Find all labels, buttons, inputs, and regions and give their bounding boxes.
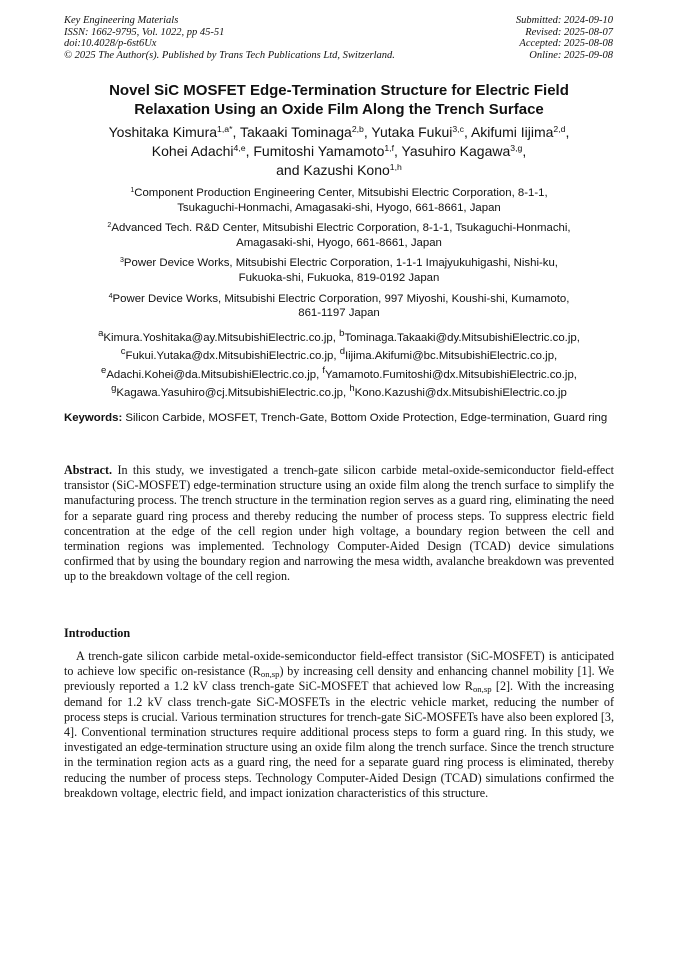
author-affil-mark: 1,a*	[217, 124, 233, 135]
author-name: Akifumi Iijima	[470, 124, 554, 140]
email-address[interactable]: Yamamoto.Fumitoshi@dx.MitsubishiElectric.co.jp	[325, 368, 574, 381]
author-name: Kazushi Kono	[303, 162, 390, 178]
email-address[interactable]: Fukui.Yutaka@dx.MitsubishiElectric.co.jp	[125, 349, 334, 362]
affiliations	[64, 186, 614, 400]
affiliation-text: 861-1197 Japan	[298, 307, 380, 320]
email-address[interactable]: Kagawa.Yasuhiro@cj.MitsubishiElectric.co.jp	[116, 386, 343, 399]
author-name: Takaaki Tominaga	[240, 124, 352, 140]
ron-subscript: on,sp	[472, 684, 492, 695]
author-emails	[64, 327, 614, 401]
affiliation-1	[64, 186, 614, 215]
accepted-date: Accepted: 2025-08-08	[519, 38, 613, 50]
keywords-label: Keywords:	[64, 412, 123, 424]
affiliation-text: Advanced Tech. R&D Center, Mitsubishi Electric Corporation, 8-1-1, Tsukaguchi-Honmachi,	[111, 222, 571, 235]
author-line-3	[50, 161, 628, 180]
author-line-2: Kohei Adachi$^{4,e}$, Fumitoshi Yamamoto$^{1,f}$, Yasuhiro Kagawa$^{3,g}$,	[151, 143, 527, 159]
journal-issn: ISSN: 1662-9795, Vol. 1022, pp 45-51	[64, 26, 225, 38]
author-conjunction: and	[276, 162, 300, 178]
affiliation-number: 1	[130, 187, 135, 195]
section-heading-introduction: Introduction	[64, 626, 131, 640]
author-affil-mark: 3,c	[452, 124, 464, 135]
copyright-line: © 2025 The Author(s). Published by Trans Tech Publications Ltd, Switzerland.	[64, 49, 395, 61]
affiliation-number: 3	[120, 257, 124, 265]
affiliation-3	[64, 256, 614, 285]
author-affil-mark: 1,h	[389, 162, 402, 173]
paper-title	[64, 81, 614, 119]
submitted-date: Submitted: 2024-09-10	[515, 15, 613, 26]
abstract-label: Abstract.	[64, 463, 113, 477]
keywords	[64, 411, 614, 426]
author-name: Yasuhiro Kagawa	[401, 143, 511, 159]
author-name: Yutaka Fukui	[371, 124, 453, 140]
affiliation-number: 2	[107, 222, 112, 230]
email-line-1: $^a$Kimura.Yoshitaka@ay.MitsubishiElectric.co.jp, $^b$Tominaga.Takaaki@dy.MitsubishiElectric.co.jp,	[98, 327, 580, 344]
affiliation-number: 4	[108, 292, 113, 300]
affiliation-2	[64, 221, 614, 250]
revised-date: Revised: 2025-08-07	[525, 26, 613, 38]
journal-name: Key Engineering Materials	[64, 15, 179, 26]
email-address[interactable]: Tominaga.Takaaki@dy.MitsubishiElectric.co.jp	[344, 331, 577, 344]
submission-dates	[516, 15, 613, 61]
email-line-2: $^c$Fukui.Yutaka@dx.MitsubishiElectric.co.jp, $^d$Iijima.Akifumi@bc.MitsubishiElectric.co.jp,	[120, 346, 558, 362]
introduction-paragraph: A trench-gate silicon carbide metal-oxide-semiconductor field-effect transistor (SiC-MOSFET) is anticipated to achieve low specific on-resistance $(R_{on,sp})$ by increasing cell density and enhancing channel mobility [1]. We previously reported a 1.2 kV class trench-gate SiC-MOSFET that achieved low $R_{on,sp}$ [2]. With the increasing demand for 1.2 kV class trench-gate SiC-MOSFETs in the electric vehicle market, reducing the number of process steps is crucial. Various termination structures for trench-gate SiC-MOSFETs have also been explored [3, 4]. Conventional termination structures require additional process steps to form a guard ring. In this study, we investigated an edge-termination structure using an oxide film along the trench surface. Since the trench structure in the termination region acts as a guard ring, the need for a separate guard ring process is eliminated, thereby reducing the number of process steps. Technology Computer-Aided Design (TCAD) simulations confirmed the breakdown voltage, electric field, and impact ionization characteristics of this structure.	[64, 649, 614, 800]
author-list	[50, 123, 628, 180]
journal-doi: doi:10.4028/p-6st6Ux	[64, 38, 157, 50]
author-name: Kohei Adachi	[151, 143, 234, 159]
affiliation-4	[64, 292, 614, 321]
author-affil-mark: 1,f	[384, 143, 395, 154]
title-line-1: Novel SiC MOSFET Edge-Termination Structure for Electric Field	[109, 82, 569, 99]
email-address[interactable]: Adachi.Kohei@da.MitsubishiElectric.co.jp	[106, 368, 317, 381]
author-affil-mark: 3,g	[510, 143, 523, 154]
affiliation-text: Power Device Works, Mitsubishi Electric Corporation, 997 Miyoshi, Koushi-shi, Kumamoto,	[112, 292, 570, 305]
author-affil-mark: 2,d	[553, 124, 566, 135]
email-line-4: $^g$Kagawa.Yasuhiro@cj.MitsubishiElectric.co.jp, $^h$Kono.Kazushi@dx.MitsubishiElectric.co.jp	[111, 382, 567, 399]
email-address[interactable]: Kimura.Yoshitaka@ay.MitsubishiElectric.co.jp	[103, 331, 333, 344]
author-affil-mark: 2,b	[351, 124, 364, 135]
email-address[interactable]: Iijima.Akifumi@bc.MitsubishiElectric.co.jp	[344, 349, 555, 362]
affiliation-text: Tsukaguchi-Honmachi, Amagasaki-shi, Hyogo, 661-8661, Japan	[177, 201, 501, 214]
affiliation-text: Fukuoka-shi, Fukuoka, 819-0192 Japan	[238, 271, 440, 284]
affiliation-text: Amagasaki-shi, Hyogo, 661-8661, Japan	[236, 236, 442, 249]
author-name: Yoshitaka Kimura	[108, 124, 218, 140]
abstract	[64, 463, 614, 585]
email-address[interactable]: Kono.Kazushi@dx.MitsubishiElectric.co.jp	[354, 386, 567, 399]
journal-info	[64, 15, 395, 61]
affiliation-text: Component Production Engineering Center, Mitsubishi Electric Corporation, 8-1-1,	[134, 187, 548, 199]
abstract-text: In this study, we investigated a trench-gate silicon carbide metal-oxide-semiconductor field-effect transistor (SiC-MOSFET) edge-termination structure using an oxide film along the trench surface to simplify the manufacturing process. The trench structure in the termination region serves as a guard ring, eliminating the need for a separate guard ring process and thereby reducing the number of process steps. To suppress electric field concentration at the edge of the cell region under high voltage, a boundary region between the cell and termination regions was implemented. Technology Computer-Aided Design (TCAD) device simulations confirmed that by using the boundary region and narrowing the mesa width, avalanche breakdown was prevented up to the breakdown voltage of the cell region.	[64, 463, 614, 584]
author-line-1: Yoshitaka Kimura$^{1,a*}$, Takaaki Tominaga$^{2,b}$, Yutaka Fukui$^{3,c}$, Akifumi Iijima$^{2,d}$,	[108, 124, 570, 140]
online-date: Online: 2025-09-08	[529, 49, 613, 61]
author-name: Fumitoshi Yamamoto	[253, 143, 385, 159]
title-line-2: Relaxation Using an Oxide Film Along the Trench Surface	[134, 101, 544, 118]
affiliation-text: Power Device Works, Mitsubishi Electric Corporation, 1-1-1 Imajyukuhigashi, Nishi-ku,	[123, 257, 558, 270]
ron-subscript: on,sp	[260, 669, 280, 680]
author-affil-mark: 4,e	[233, 143, 246, 154]
keywords-text: Silicon Carbide, MOSFET, Trench-Gate, Bottom Oxide Protection, Edge-termination, Guard ring	[125, 412, 608, 424]
email-line-3: $^e$Adachi.Kohei@da.MitsubishiElectric.co.jp, $^f$Yamamoto.Fumitoshi@dx.MitsubishiElectric.co.jp,	[101, 364, 577, 381]
